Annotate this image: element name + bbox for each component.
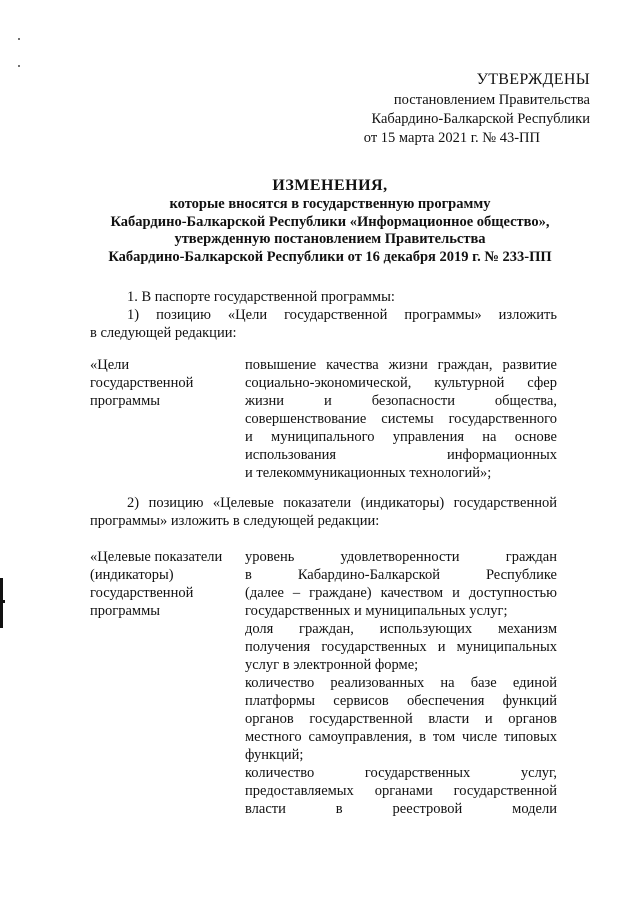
label-line: программы <box>90 393 160 409</box>
title-line: утвержденную постановлением Правительства <box>174 231 486 247</box>
goals-label <box>90 356 235 410</box>
goals-value <box>245 356 557 482</box>
approval-date: от 15 марта 2021 г. № 43-ПП <box>363 130 540 146</box>
value-line: платформы сервисов обеспечения функций <box>245 693 557 709</box>
value-line: получения государственных и муниципальных <box>245 639 557 655</box>
value-line: уровень удовлетворенности граждан <box>245 549 557 565</box>
label-line: «Цели <box>90 357 130 373</box>
scan-edge-mark <box>0 578 3 628</box>
value-line: использования информационных <box>245 447 557 463</box>
approval-line: Кабардино-Балкарской Республики <box>371 111 590 127</box>
document-title <box>60 176 600 266</box>
label-line: государственной <box>90 375 194 391</box>
value-line: местного самоуправления, в том числе типовых <box>245 729 557 745</box>
value-line: (далее – граждане) качеством и доступностью <box>245 585 557 601</box>
value-line: повышение качества жизни граждан, развитие <box>245 357 557 373</box>
value-line: власти в реестровой модели <box>245 801 557 817</box>
value-line: количество реализованных на базе единой <box>245 675 557 691</box>
label-line: «Целевые показатели <box>90 549 223 565</box>
value-line: в Кабардино-Балкарской Республике <box>245 567 557 583</box>
value-line: доля граждан, использующих механизм <box>245 621 557 637</box>
label-line: программы <box>90 603 160 619</box>
approval-line: постановлением Правительства <box>393 92 590 108</box>
title-line: которые вносятся в государственную программу <box>169 196 491 212</box>
scan-speck <box>18 65 20 67</box>
value-line: предоставляемых органами государственной <box>245 783 557 799</box>
title-main: ИЗМЕНЕНИЯ, <box>272 177 388 194</box>
value-line: социально-экономической, культурной сфер <box>245 375 557 391</box>
value-line: совершенствование системы государственного <box>245 411 557 427</box>
indicators-value <box>245 548 557 818</box>
scan-edge-mark <box>0 600 5 603</box>
value-line: жизни и безопасности общества, <box>245 393 557 409</box>
value-line: государственных и муниципальных услуг; <box>245 603 508 619</box>
scan-speck <box>18 38 20 40</box>
value-line: услуг в электронной форме; <box>245 657 419 673</box>
label-line: государственной <box>90 585 194 601</box>
value-line: и муниципального управления на основе <box>245 429 557 445</box>
title-line: Кабардино-Балкарской Республики «Информационное общество», <box>110 213 550 230</box>
approval-block <box>300 70 600 148</box>
indicators-label <box>90 548 242 620</box>
title-line: Кабардино-Балкарской Республики от 16 декабря 2019 г. № 233-ПП <box>108 248 552 265</box>
paragraph-subitem-2-cont: программы» изложить в следующей редакции: <box>90 513 380 529</box>
paragraph-subitem-1: 1) позицию «Цели государственной программы» изложить <box>127 307 557 323</box>
value-line: органов государственной власти и органов <box>245 711 557 727</box>
value-line: и телекоммуникационных технологий»; <box>245 465 492 481</box>
paragraph-item-1: 1. В паспорте государственной программы: <box>127 289 395 305</box>
label-line: (индикаторы) <box>90 567 174 583</box>
paragraph-subitem-2: 2) позицию «Целевые показатели (индикаторы) государственной <box>127 495 557 511</box>
value-line: функций; <box>245 747 304 763</box>
approval-heading: УТВЕРЖДЕНЫ <box>476 71 590 88</box>
paragraph-subitem-1-cont: в следующей редакции: <box>90 325 237 341</box>
value-line: количество государственных услуг, <box>245 765 557 781</box>
